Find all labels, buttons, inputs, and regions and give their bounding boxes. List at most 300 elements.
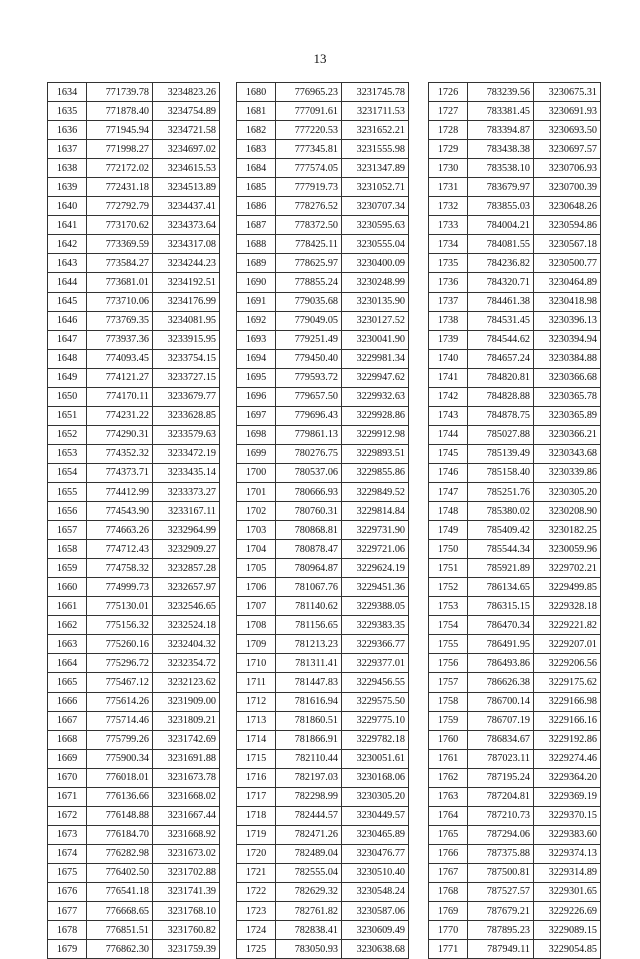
point-id-cell: 1650: [48, 387, 87, 406]
x-coordinate-cell: 783855.03: [468, 197, 534, 216]
x-coordinate-cell: 787679.21: [468, 902, 534, 921]
x-coordinate-cell: 782555.04: [276, 863, 342, 882]
table-row: [429, 787, 601, 806]
y-coordinate-cell: 3231742.69: [153, 730, 220, 749]
x-coordinate-cell: 782838.41: [276, 921, 342, 940]
x-coordinate-cell: 786493.86: [468, 654, 534, 673]
x-coordinate-cell: 775296.72: [87, 654, 153, 673]
x-coordinate-cell: 773681.01: [87, 273, 153, 292]
point-id-cell: 1634: [48, 83, 87, 102]
x-coordinate-cell: 785158.40: [468, 463, 534, 482]
point-id-cell: 1718: [237, 806, 276, 825]
x-coordinate-cell: 786834.67: [468, 730, 534, 749]
x-coordinate-cell: 784531.45: [468, 311, 534, 330]
table-row: [237, 692, 409, 711]
y-coordinate-cell: 3229932.63: [342, 387, 409, 406]
y-coordinate-cell: 3230182.25: [534, 521, 601, 540]
y-coordinate-cell: 3229721.06: [342, 540, 409, 559]
table-row: [48, 102, 220, 121]
x-coordinate-cell: 773170.62: [87, 216, 153, 235]
y-coordinate-cell: 3229314.89: [534, 863, 601, 882]
x-coordinate-cell: 780666.93: [276, 482, 342, 501]
table-row: [48, 521, 220, 540]
y-coordinate-cell: 3230365.89: [534, 406, 601, 425]
x-coordinate-cell: 779593.72: [276, 368, 342, 387]
point-id-cell: 1679: [48, 940, 87, 959]
x-coordinate-cell: 780868.81: [276, 521, 342, 540]
table-row: [48, 730, 220, 749]
table-row: [237, 711, 409, 730]
point-id-cell: 1674: [48, 844, 87, 863]
table-row: [429, 330, 601, 349]
x-coordinate-cell: 785380.02: [468, 502, 534, 521]
table-row: [237, 102, 409, 121]
point-id-cell: 1752: [429, 578, 468, 597]
point-id-cell: 1730: [429, 159, 468, 178]
table-row: [429, 159, 601, 178]
point-id-cell: 1761: [429, 749, 468, 768]
coordinate-table-1: [47, 82, 220, 959]
y-coordinate-cell: 3230476.77: [342, 844, 409, 863]
point-id-cell: 1647: [48, 330, 87, 349]
point-id-cell: 1644: [48, 273, 87, 292]
x-coordinate-cell: 774543.90: [87, 502, 153, 521]
point-id-cell: 1707: [237, 597, 276, 616]
y-coordinate-cell: 3230464.89: [534, 273, 601, 292]
y-coordinate-cell: 3234823.26: [153, 83, 220, 102]
table-row: [48, 254, 220, 273]
x-coordinate-cell: 787294.06: [468, 825, 534, 844]
y-coordinate-cell: 3230135.90: [342, 292, 409, 311]
y-coordinate-cell: 3230548.24: [342, 882, 409, 901]
y-coordinate-cell: 3230691.93: [534, 102, 601, 121]
x-coordinate-cell: 785921.89: [468, 559, 534, 578]
x-coordinate-cell: 774231.22: [87, 406, 153, 425]
table-row: [429, 273, 601, 292]
point-id-cell: 1673: [48, 825, 87, 844]
table-row: [48, 121, 220, 140]
table-row: [429, 197, 601, 216]
table-row: [429, 559, 601, 578]
x-coordinate-cell: 771998.27: [87, 140, 153, 159]
table-row: [237, 311, 409, 330]
table-row: [429, 216, 601, 235]
point-id-cell: 1655: [48, 482, 87, 501]
x-coordinate-cell: 776965.23: [276, 83, 342, 102]
point-id-cell: 1638: [48, 159, 87, 178]
y-coordinate-cell: 3231555.98: [342, 140, 409, 159]
x-coordinate-cell: 772792.79: [87, 197, 153, 216]
table-row: [429, 349, 601, 368]
point-id-cell: 1700: [237, 463, 276, 482]
table-row: [237, 673, 409, 692]
y-coordinate-cell: 3230707.34: [342, 197, 409, 216]
point-id-cell: 1689: [237, 254, 276, 273]
y-coordinate-cell: 3229328.18: [534, 597, 601, 616]
point-id-cell: 1677: [48, 902, 87, 921]
y-coordinate-cell: 3230339.86: [534, 463, 601, 482]
point-id-cell: 1705: [237, 559, 276, 578]
table-row: [48, 616, 220, 635]
y-coordinate-cell: 3234697.02: [153, 140, 220, 159]
point-id-cell: 1710: [237, 654, 276, 673]
point-id-cell: 1766: [429, 844, 468, 863]
point-id-cell: 1675: [48, 863, 87, 882]
point-id-cell: 1641: [48, 216, 87, 235]
table-row: [237, 902, 409, 921]
x-coordinate-cell: 778425.11: [276, 235, 342, 254]
x-coordinate-cell: 784544.62: [468, 330, 534, 349]
x-coordinate-cell: 776184.70: [87, 825, 153, 844]
y-coordinate-cell: 3229221.82: [534, 616, 601, 635]
x-coordinate-cell: 781860.51: [276, 711, 342, 730]
point-id-cell: 1654: [48, 463, 87, 482]
y-coordinate-cell: 3233679.77: [153, 387, 220, 406]
x-coordinate-cell: 777345.81: [276, 140, 342, 159]
table-row: [429, 178, 601, 197]
table-row: [48, 711, 220, 730]
point-id-cell: 1751: [429, 559, 468, 578]
y-coordinate-cell: 3234513.89: [153, 178, 220, 197]
table-row: [429, 444, 601, 463]
y-coordinate-cell: 3230041.90: [342, 330, 409, 349]
point-id-cell: 1640: [48, 197, 87, 216]
point-id-cell: 1702: [237, 502, 276, 521]
x-coordinate-cell: 778855.24: [276, 273, 342, 292]
x-coordinate-cell: 773710.06: [87, 292, 153, 311]
table-row: [48, 159, 220, 178]
x-coordinate-cell: 780964.87: [276, 559, 342, 578]
x-coordinate-cell: 776402.50: [87, 863, 153, 882]
point-id-cell: 1756: [429, 654, 468, 673]
x-coordinate-cell: 775614.26: [87, 692, 153, 711]
point-id-cell: 1653: [48, 444, 87, 463]
y-coordinate-cell: 3230693.50: [534, 121, 601, 140]
y-coordinate-cell: 3230343.68: [534, 444, 601, 463]
x-coordinate-cell: 780276.75: [276, 444, 342, 463]
point-id-cell: 1664: [48, 654, 87, 673]
point-id-cell: 1744: [429, 425, 468, 444]
y-coordinate-cell: 3234176.99: [153, 292, 220, 311]
y-coordinate-cell: 3229301.65: [534, 882, 601, 901]
x-coordinate-cell: 782110.44: [276, 749, 342, 768]
point-id-cell: 1642: [48, 235, 87, 254]
point-id-cell: 1735: [429, 254, 468, 273]
x-coordinate-cell: 776282.98: [87, 844, 153, 863]
y-coordinate-cell: 3234081.95: [153, 311, 220, 330]
x-coordinate-cell: 783679.97: [468, 178, 534, 197]
x-coordinate-cell: 772172.02: [87, 159, 153, 178]
x-coordinate-cell: 779251.49: [276, 330, 342, 349]
point-id-cell: 1681: [237, 102, 276, 121]
point-id-cell: 1746: [429, 463, 468, 482]
point-id-cell: 1714: [237, 730, 276, 749]
y-coordinate-cell: 3230465.89: [342, 825, 409, 844]
point-id-cell: 1697: [237, 406, 276, 425]
x-coordinate-cell: 784081.55: [468, 235, 534, 254]
y-coordinate-cell: 3229855.86: [342, 463, 409, 482]
y-coordinate-cell: 3231652.21: [342, 121, 409, 140]
y-coordinate-cell: 3233915.95: [153, 330, 220, 349]
x-coordinate-cell: 786470.34: [468, 616, 534, 635]
y-coordinate-cell: 3234754.89: [153, 102, 220, 121]
x-coordinate-cell: 785251.76: [468, 482, 534, 501]
point-id-cell: 1701: [237, 482, 276, 501]
x-coordinate-cell: 782629.32: [276, 882, 342, 901]
x-coordinate-cell: 784657.24: [468, 349, 534, 368]
table-row: [237, 787, 409, 806]
table-row: [237, 330, 409, 349]
y-coordinate-cell: 3229775.10: [342, 711, 409, 730]
point-id-cell: 1637: [48, 140, 87, 159]
table-row: [429, 425, 601, 444]
point-id-cell: 1657: [48, 521, 87, 540]
table-row: [429, 235, 601, 254]
table-row: [237, 749, 409, 768]
table-row: [237, 730, 409, 749]
table-row: [48, 806, 220, 825]
point-id-cell: 1713: [237, 711, 276, 730]
table-row: [429, 863, 601, 882]
x-coordinate-cell: 784320.71: [468, 273, 534, 292]
table-row: [237, 654, 409, 673]
x-coordinate-cell: 774290.31: [87, 425, 153, 444]
x-coordinate-cell: 782444.57: [276, 806, 342, 825]
x-coordinate-cell: 778625.97: [276, 254, 342, 273]
x-coordinate-cell: 785409.42: [468, 521, 534, 540]
table-row: [48, 216, 220, 235]
x-coordinate-cell: 781447.83: [276, 673, 342, 692]
table-row: [237, 844, 409, 863]
table-row: [429, 521, 601, 540]
table-row: [429, 368, 601, 387]
x-coordinate-cell: 784878.75: [468, 406, 534, 425]
x-coordinate-cell: 776862.30: [87, 940, 153, 959]
point-id-cell: 1750: [429, 540, 468, 559]
point-id-cell: 1687: [237, 216, 276, 235]
y-coordinate-cell: 3229575.50: [342, 692, 409, 711]
table-row: [237, 578, 409, 597]
y-coordinate-cell: 3233373.27: [153, 482, 220, 501]
y-coordinate-cell: 3234437.41: [153, 197, 220, 216]
table-row: [429, 463, 601, 482]
table-row: [237, 83, 409, 102]
point-id-cell: 1699: [237, 444, 276, 463]
y-coordinate-cell: 3230051.61: [342, 749, 409, 768]
table-row: [48, 882, 220, 901]
point-id-cell: 1770: [429, 921, 468, 940]
table-row: [237, 882, 409, 901]
table-row: [429, 921, 601, 940]
y-coordinate-cell: 3230700.39: [534, 178, 601, 197]
y-coordinate-cell: 3232657.97: [153, 578, 220, 597]
point-id-cell: 1745: [429, 444, 468, 463]
y-coordinate-cell: 3232354.72: [153, 654, 220, 673]
table-row: [429, 940, 601, 959]
point-id-cell: 1741: [429, 368, 468, 387]
point-id-cell: 1764: [429, 806, 468, 825]
x-coordinate-cell: 779696.43: [276, 406, 342, 425]
x-coordinate-cell: 776851.51: [87, 921, 153, 940]
point-id-cell: 1684: [237, 159, 276, 178]
point-id-cell: 1723: [237, 902, 276, 921]
y-coordinate-cell: 3229370.15: [534, 806, 601, 825]
y-coordinate-cell: 3230394.94: [534, 330, 601, 349]
table-row: [237, 921, 409, 940]
table-row: [48, 140, 220, 159]
y-coordinate-cell: 3230510.40: [342, 863, 409, 882]
table-row: [237, 406, 409, 425]
x-coordinate-cell: 783394.87: [468, 121, 534, 140]
x-coordinate-cell: 777919.73: [276, 178, 342, 197]
y-coordinate-cell: 3229054.85: [534, 940, 601, 959]
point-id-cell: 1729: [429, 140, 468, 159]
table-row: [237, 387, 409, 406]
x-coordinate-cell: 774373.71: [87, 463, 153, 482]
table-row: [237, 216, 409, 235]
x-coordinate-cell: 784461.38: [468, 292, 534, 311]
y-coordinate-cell: 3229731.90: [342, 521, 409, 540]
x-coordinate-cell: 783438.38: [468, 140, 534, 159]
point-id-cell: 1636: [48, 121, 87, 140]
point-id-cell: 1680: [237, 83, 276, 102]
table-row: [429, 635, 601, 654]
table-row: [48, 940, 220, 959]
table-row: [48, 83, 220, 102]
x-coordinate-cell: 774412.99: [87, 482, 153, 501]
x-coordinate-cell: 773769.35: [87, 311, 153, 330]
table-row: [237, 768, 409, 787]
table-row: [429, 121, 601, 140]
y-coordinate-cell: 3229369.19: [534, 787, 601, 806]
point-id-cell: 1755: [429, 635, 468, 654]
y-coordinate-cell: 3234192.51: [153, 273, 220, 292]
y-coordinate-cell: 3230305.20: [534, 482, 601, 501]
point-id-cell: 1749: [429, 521, 468, 540]
y-coordinate-cell: 3232857.28: [153, 559, 220, 578]
x-coordinate-cell: 784828.88: [468, 387, 534, 406]
table-row: [429, 578, 601, 597]
x-coordinate-cell: 775156.32: [87, 616, 153, 635]
y-coordinate-cell: 3229624.19: [342, 559, 409, 578]
y-coordinate-cell: 3230366.21: [534, 425, 601, 444]
table-row: [429, 902, 601, 921]
y-coordinate-cell: 3233435.14: [153, 463, 220, 482]
point-id-cell: 1663: [48, 635, 87, 654]
point-id-cell: 1721: [237, 863, 276, 882]
x-coordinate-cell: 774121.27: [87, 368, 153, 387]
x-coordinate-cell: 784004.21: [468, 216, 534, 235]
point-id-cell: 1769: [429, 902, 468, 921]
x-coordinate-cell: 773584.27: [87, 254, 153, 273]
table-row: [429, 83, 601, 102]
y-coordinate-cell: 3230638.68: [342, 940, 409, 959]
point-id-cell: 1760: [429, 730, 468, 749]
y-coordinate-cell: 3229947.62: [342, 368, 409, 387]
y-coordinate-cell: 3229089.15: [534, 921, 601, 940]
x-coordinate-cell: 786491.95: [468, 635, 534, 654]
table-row: [237, 197, 409, 216]
point-id-cell: 1666: [48, 692, 87, 711]
x-coordinate-cell: 783239.56: [468, 83, 534, 102]
y-coordinate-cell: 3231668.92: [153, 825, 220, 844]
y-coordinate-cell: 3229782.18: [342, 730, 409, 749]
point-id-cell: 1709: [237, 635, 276, 654]
table-row: [237, 368, 409, 387]
x-coordinate-cell: 774170.11: [87, 387, 153, 406]
x-coordinate-cell: 777220.53: [276, 121, 342, 140]
table-row: [48, 311, 220, 330]
x-coordinate-cell: 779657.50: [276, 387, 342, 406]
table-row: [237, 521, 409, 540]
table-row: [237, 159, 409, 178]
table-row: [48, 597, 220, 616]
y-coordinate-cell: 3230555.04: [342, 235, 409, 254]
point-id-cell: 1738: [429, 311, 468, 330]
point-id-cell: 1651: [48, 406, 87, 425]
point-id-cell: 1742: [429, 387, 468, 406]
point-id-cell: 1716: [237, 768, 276, 787]
page-number: 13: [313, 51, 327, 66]
point-id-cell: 1767: [429, 863, 468, 882]
table-row: [48, 673, 220, 692]
table-row: [237, 540, 409, 559]
y-coordinate-cell: 3229366.77: [342, 635, 409, 654]
x-coordinate-cell: 771945.94: [87, 121, 153, 140]
table-row: [48, 578, 220, 597]
point-id-cell: 1758: [429, 692, 468, 711]
point-id-cell: 1662: [48, 616, 87, 635]
table-row: [237, 349, 409, 368]
table-row: [429, 140, 601, 159]
y-coordinate-cell: 3230366.68: [534, 368, 601, 387]
point-id-cell: 1696: [237, 387, 276, 406]
x-coordinate-cell: 776668.65: [87, 902, 153, 921]
point-id-cell: 1765: [429, 825, 468, 844]
y-coordinate-cell: 3231691.88: [153, 749, 220, 768]
table-row: [429, 825, 601, 844]
y-coordinate-cell: 3232909.27: [153, 540, 220, 559]
y-coordinate-cell: 3229377.01: [342, 654, 409, 673]
point-id-cell: 1736: [429, 273, 468, 292]
y-coordinate-cell: 3231711.53: [342, 102, 409, 121]
table-row: [429, 502, 601, 521]
table-row: [429, 692, 601, 711]
x-coordinate-cell: 783381.45: [468, 102, 534, 121]
table-row: [237, 616, 409, 635]
y-coordinate-cell: 3233727.15: [153, 368, 220, 387]
x-coordinate-cell: 781213.23: [276, 635, 342, 654]
y-coordinate-cell: 3230567.18: [534, 235, 601, 254]
y-coordinate-cell: 3230675.31: [534, 83, 601, 102]
x-coordinate-cell: 777091.61: [276, 102, 342, 121]
coordinate-table-3: [428, 82, 601, 959]
point-id-cell: 1682: [237, 121, 276, 140]
x-coordinate-cell: 785027.88: [468, 425, 534, 444]
x-coordinate-cell: 781156.65: [276, 616, 342, 635]
point-id-cell: 1748: [429, 502, 468, 521]
y-coordinate-cell: 3229849.52: [342, 482, 409, 501]
point-id-cell: 1676: [48, 882, 87, 901]
table-row: [48, 330, 220, 349]
x-coordinate-cell: 781311.41: [276, 654, 342, 673]
x-coordinate-cell: 787375.88: [468, 844, 534, 863]
table-row: [237, 444, 409, 463]
point-id-cell: 1739: [429, 330, 468, 349]
table-row: [429, 540, 601, 559]
point-id-cell: 1646: [48, 311, 87, 330]
point-id-cell: 1731: [429, 178, 468, 197]
